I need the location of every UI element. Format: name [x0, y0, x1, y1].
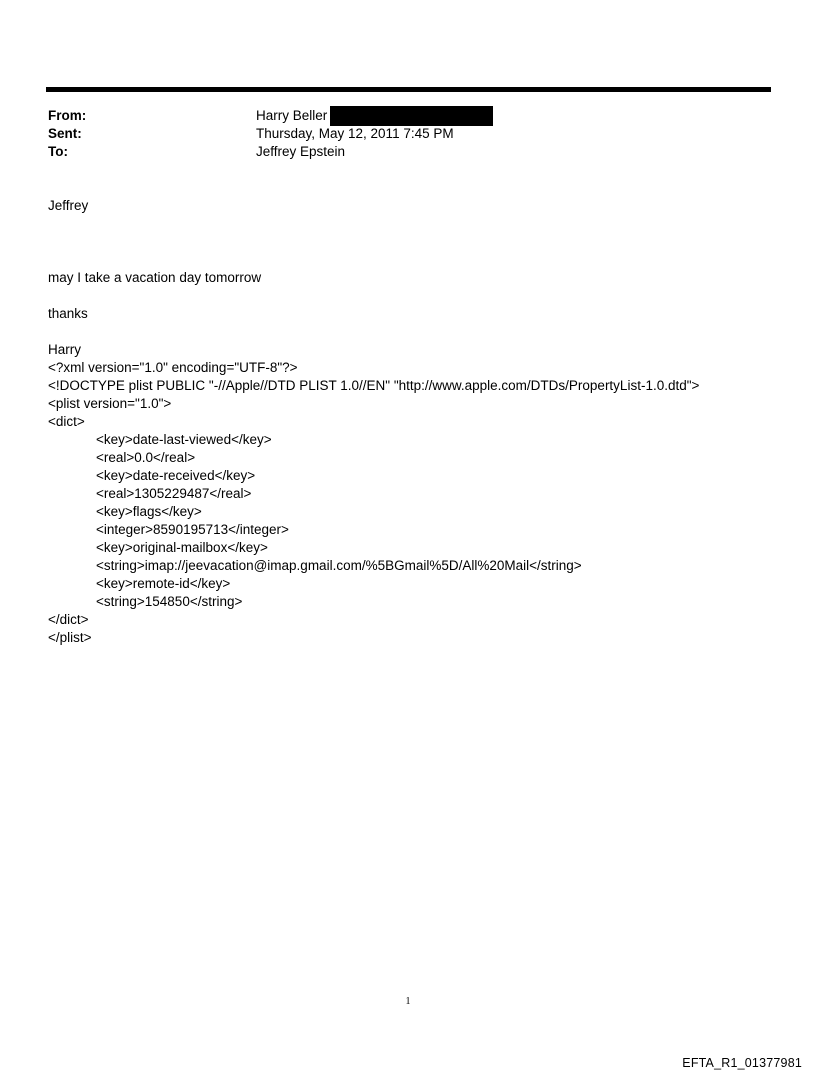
message-line-2: thanks — [48, 306, 88, 321]
xml-dict-open: <dict> — [48, 414, 85, 429]
xml-declaration: <?xml version="1.0" encoding="UTF-8"?> — [48, 360, 298, 375]
xml-plist-open: <plist version="1.0"> — [48, 396, 172, 411]
xml-entry: <key>original-mailbox</key> — [96, 540, 268, 555]
document-id: EFTA_R1_01377981 — [682, 1056, 802, 1070]
xml-entry: <key>date-last-viewed</key> — [96, 432, 272, 447]
xml-entry: <integer>8590195713</integer> — [96, 522, 289, 537]
message-line-1: may I take a vacation day tomorrow — [48, 270, 262, 285]
sent-label: Sent: — [48, 126, 82, 141]
xml-entry: <real>0.0</real> — [96, 450, 196, 465]
redaction-box — [330, 106, 493, 126]
xml-entry: <key>remote-id</key> — [96, 576, 231, 591]
to-label: To: — [48, 144, 68, 159]
from-label: From: — [48, 108, 87, 123]
xml-entry: <string>154850</string> — [96, 594, 243, 609]
page-number: 1 — [405, 996, 411, 1007]
xml-dict-close: </dict> — [48, 612, 89, 627]
xml-doctype: <!DOCTYPE plist PUBLIC "-//Apple//DTD PLIST 1.0//EN" "http://www.apple.com/DTDs/PropertyList-1.0.dtd"> — [48, 378, 700, 393]
xml-entry: <string>imap://jeevacation@imap.gmail.com/%5BGmail%5D/All%20Mail</string> — [96, 558, 582, 573]
signature: Harry — [48, 342, 81, 357]
xml-entry: <key>flags</key> — [96, 504, 202, 519]
from-value: Harry Beller — [256, 108, 328, 123]
xml-plist-close: </plist> — [48, 630, 92, 645]
sent-value: Thursday, May 12, 2011 7:45 PM — [256, 126, 454, 141]
header-divider — [46, 87, 771, 92]
xml-entry: <real>1305229487</real> — [96, 486, 252, 501]
xml-entry: <key>date-received</key> — [96, 468, 256, 483]
greeting: Jeffrey — [48, 198, 89, 213]
to-value: Jeffrey Epstein — [256, 144, 346, 159]
